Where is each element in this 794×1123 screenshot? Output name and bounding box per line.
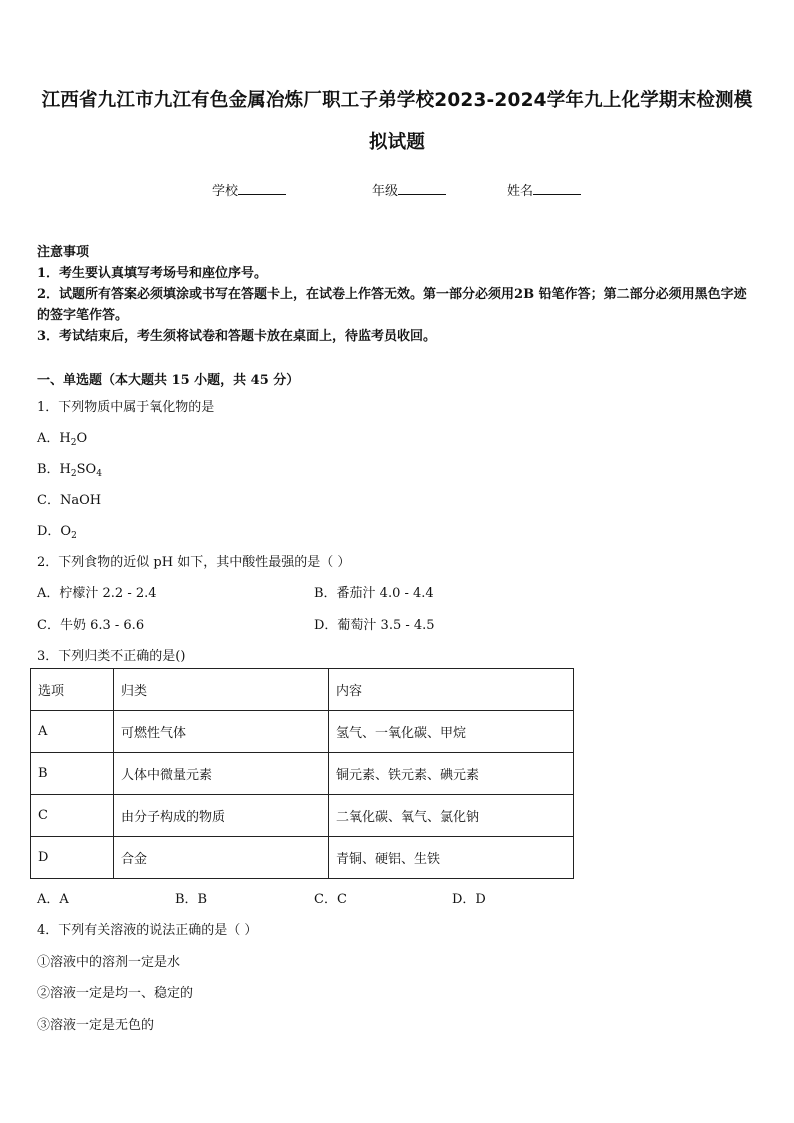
table-cell: 可燃性气体 <box>114 711 329 753</box>
title-line-2: 拟试题 <box>368 132 426 153</box>
table-header-cell: 归类 <box>114 669 329 711</box>
table-row <box>31 753 574 795</box>
table-cell: 二氧化碳、氧气、氯化钠 <box>329 795 574 837</box>
name-blank[interactable] <box>533 182 581 195</box>
school-field[interactable] <box>212 180 286 199</box>
table-cell: B <box>31 753 114 795</box>
note-item-1: 1．考生要认真填写考场号和座位序号。 <box>37 266 268 281</box>
table-header-row <box>31 669 574 711</box>
q3-stem: 3．下列归类不正确的是() <box>37 649 186 664</box>
table-cell: 人体中微量元素 <box>114 753 329 795</box>
q1-stem: 1．下列物质中属于氧化物的是 <box>37 400 215 415</box>
q1-option-d[interactable]: D．$O_2$ <box>37 524 77 541</box>
q1-option-c[interactable]: C．NaOH <box>37 493 102 508</box>
q4-statement-2: ②溶液一定是均一、稳定的 <box>37 986 194 1001</box>
section-heading: 一、单选题（本大题共 15 小题，共 45 分） <box>37 373 300 388</box>
q2-option-c[interactable]: C．牛奶 6.3 - 6.6 <box>37 618 145 633</box>
table-cell: 氢气、一氧化碳、甲烷 <box>329 711 574 753</box>
table-row <box>31 837 574 879</box>
q2-option-b[interactable]: B．番茄汁 4.0 - 4.4 <box>314 586 434 601</box>
table-cell: 青铜、硬铝、生铁 <box>329 837 574 879</box>
table-header-cell: 内容 <box>329 669 574 711</box>
q2-option-a[interactable]: A．柠檬汁 2.2 - 2.4 <box>37 586 157 601</box>
q1-option-a[interactable]: A．$H_2O$ <box>37 431 88 448</box>
q1-option-b[interactable]: B．$H_2SO_4$ <box>37 462 102 479</box>
grade-label: 年级 <box>372 184 399 199</box>
name-field[interactable] <box>507 180 581 199</box>
q3-option-a[interactable]: A．A <box>37 892 69 907</box>
table-header-cell: 选项 <box>31 669 114 711</box>
table-cell: A <box>31 711 114 753</box>
school-blank[interactable] <box>238 182 286 195</box>
q4-statement-1: ①溶液中的溶剂一定是水 <box>37 955 181 970</box>
notes-section <box>37 242 759 347</box>
title-line-1: 江西省九江市九江有色金属冶炼厂职工子弟学校2023-2024学年九上化学期末检测模 <box>41 90 753 111</box>
q2-stem: 2．下列食物的近似 pH 如下，其中酸性最强的是（ ） <box>37 555 351 570</box>
q3-option-b[interactable]: B．B <box>175 892 208 907</box>
table-cell: 铜元素、铁元素、碘元素 <box>329 753 574 795</box>
table-cell: D <box>31 837 114 879</box>
q3-option-d[interactable]: D．D <box>452 892 486 907</box>
q4-stem: 4．下列有关溶液的说法正确的是（ ） <box>37 923 258 938</box>
notes-heading: 注意事项 <box>37 245 90 260</box>
grade-blank[interactable] <box>398 182 446 195</box>
grade-field[interactable] <box>372 180 446 199</box>
exam-title <box>30 80 764 164</box>
q3-classification-table <box>30 668 574 879</box>
school-label: 学校 <box>212 184 239 199</box>
q4-statement-3: ③溶液一定是无色的 <box>37 1018 155 1033</box>
table-row <box>31 795 574 837</box>
note-item-2: 2．试题所有答案必须填涂或书写在答题卡上，在试卷上作答无效。第一部分必须用2B 铅笔作答；第二部分必须用黑色字迹的签字笔作答。 <box>37 287 747 323</box>
note-item-3: 3．考试结束后，考生须将试卷和答题卡放在桌面上，待监考员收回。 <box>37 329 437 344</box>
table-cell: 由分子构成的物质 <box>114 795 329 837</box>
table-cell: 合金 <box>114 837 329 879</box>
table-cell: C <box>31 795 114 837</box>
table-row <box>31 711 574 753</box>
q2-option-d[interactable]: D．葡萄汁 3.5 - 4.5 <box>314 618 435 633</box>
q3-option-c[interactable]: C．C <box>314 892 347 907</box>
name-label: 姓名 <box>507 184 534 199</box>
